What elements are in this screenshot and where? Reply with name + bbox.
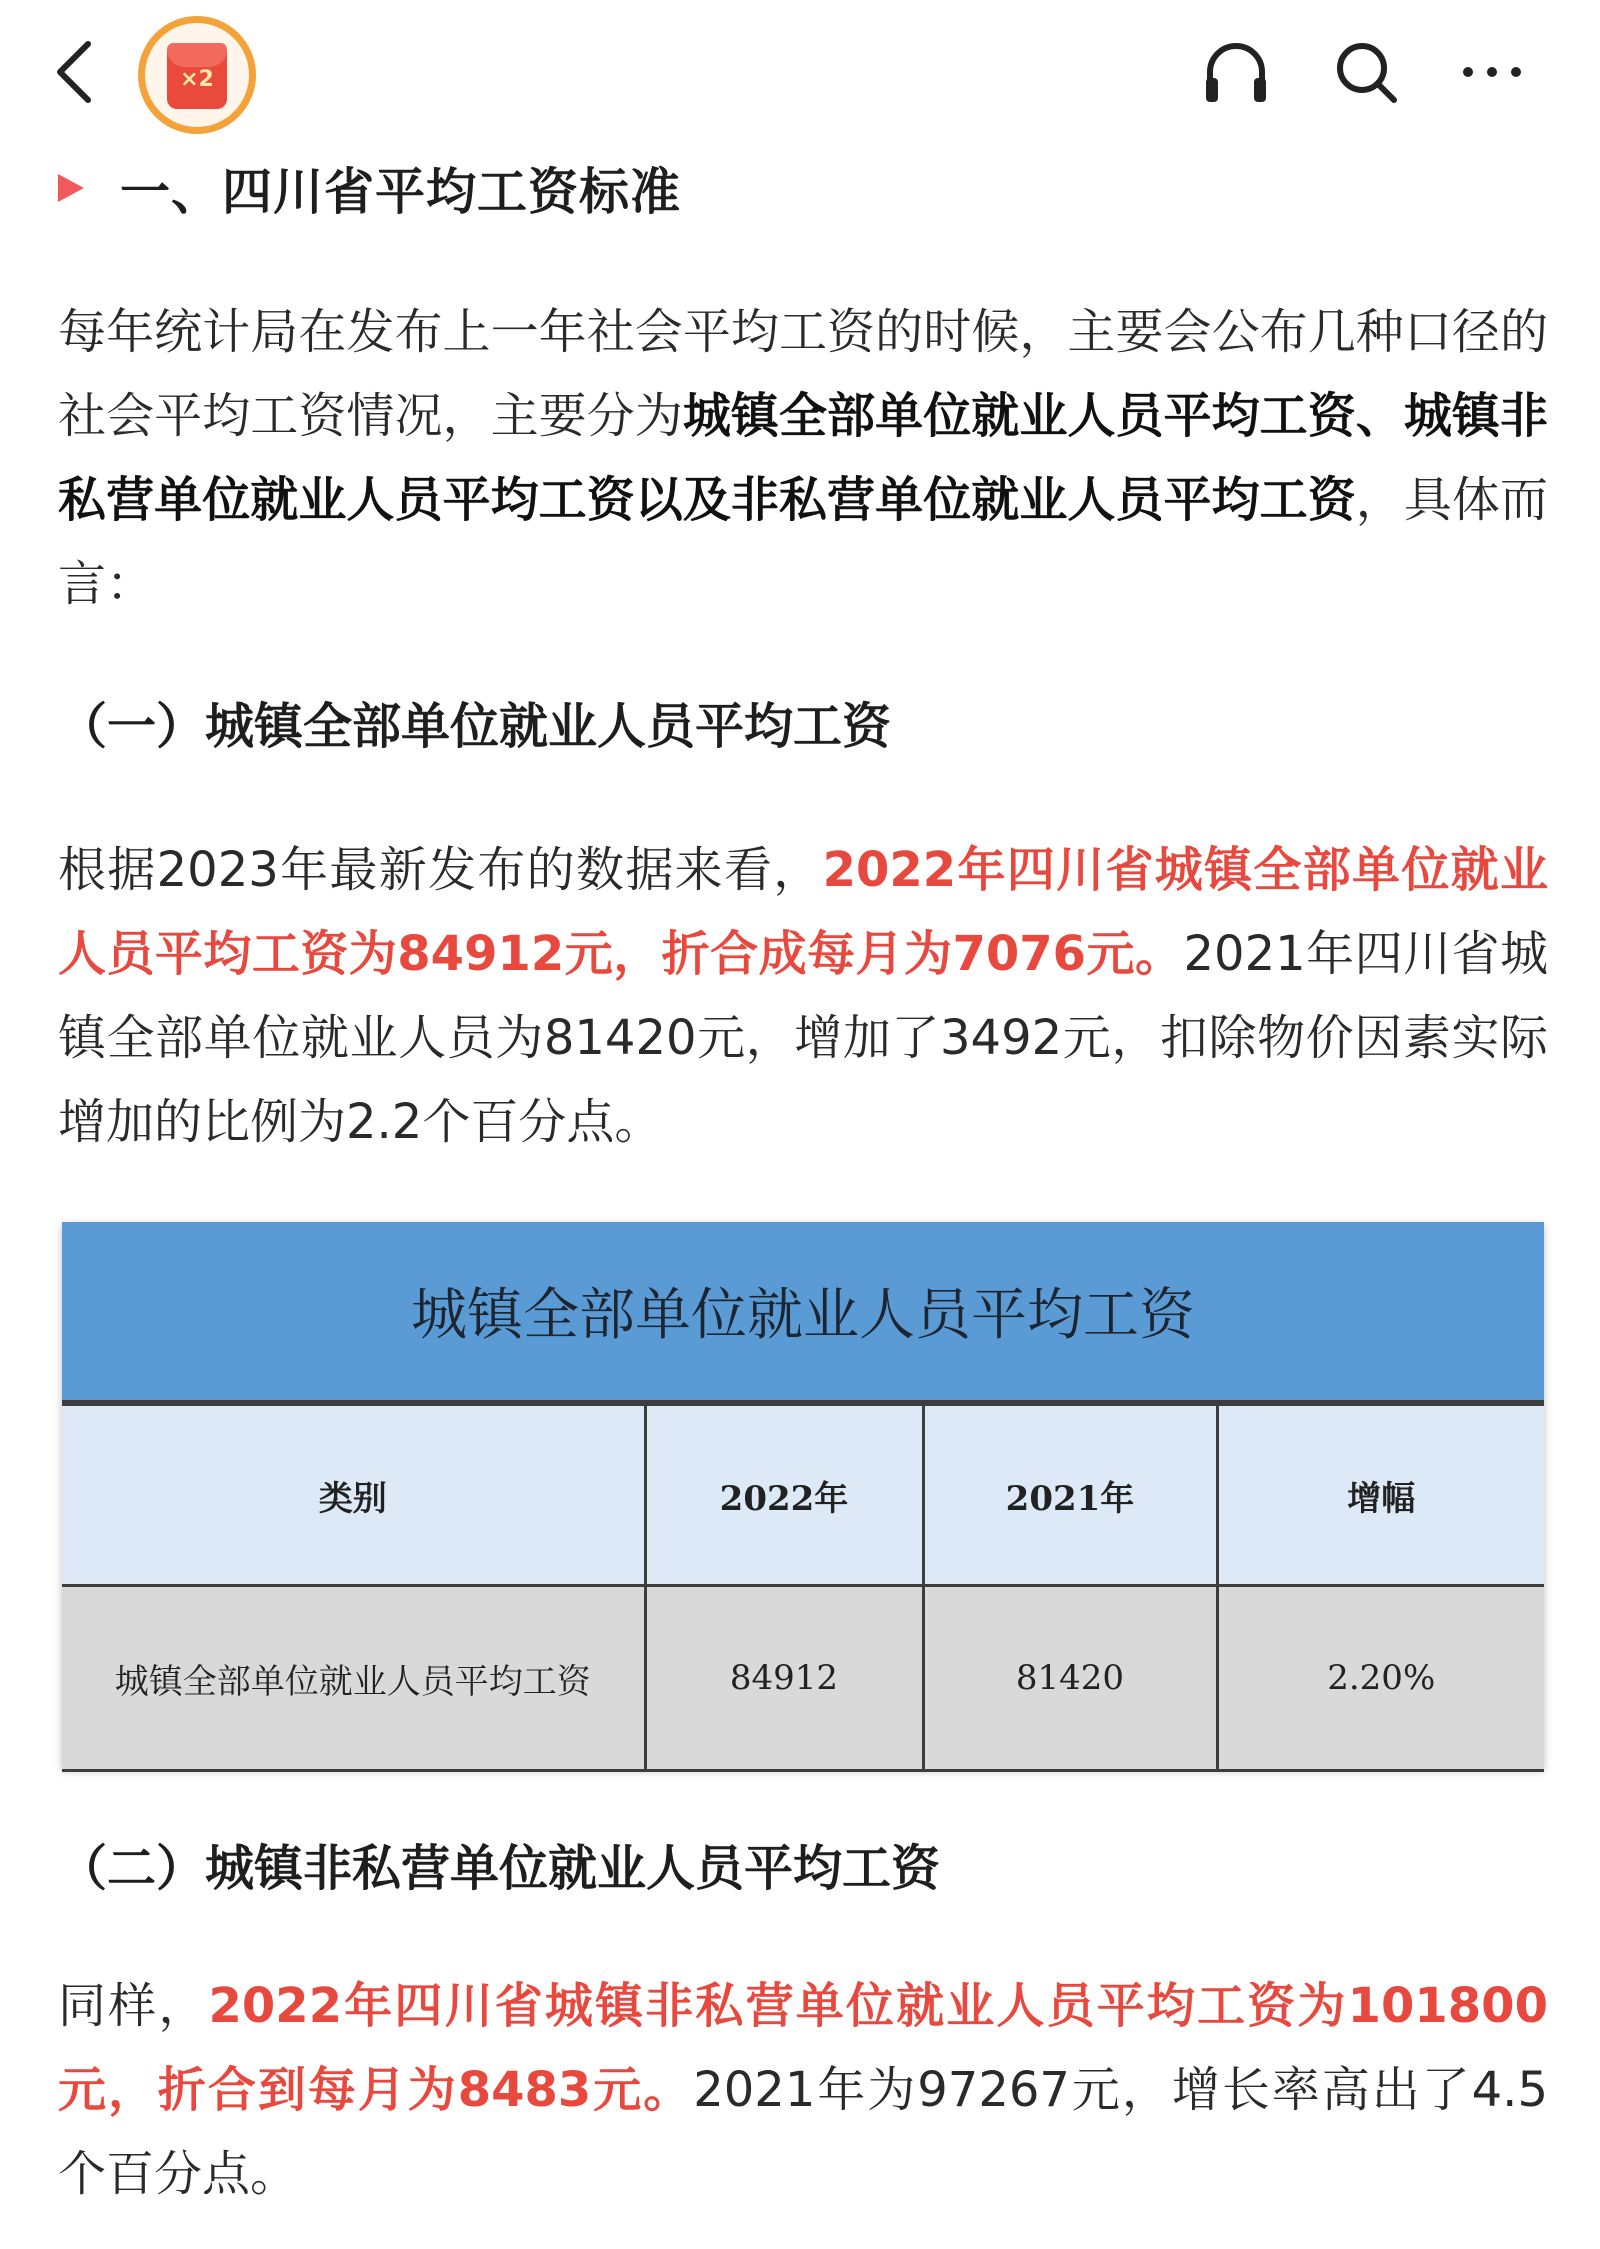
wage-table — [62, 1403, 1544, 1772]
search-icon[interactable] — [1330, 36, 1402, 108]
wage-table-image[interactable] — [62, 1222, 1544, 1768]
table-header-cell: 增幅 — [1217, 1405, 1544, 1586]
intro-bold-text: 城镇全部单位就业人员平均工资、城镇非私营单位就业人员平均工资以及非私营单位就业人员平均工资 — [58, 388, 1548, 528]
intro-text-2: ，具体而言： — [58, 472, 1548, 612]
more-icon[interactable] — [1456, 36, 1528, 108]
section-heading — [58, 148, 681, 228]
triangle-marker-icon — [58, 174, 84, 202]
headphones-icon[interactable] — [1200, 36, 1272, 108]
table-header-row — [62, 1405, 1544, 1586]
para2-highlight: 2022年四川省城镇非私营单位就业人员平均工资为101800元，折合到每月为8483元。 — [58, 1978, 1548, 2118]
table-header-cell: 2022年 — [645, 1405, 923, 1586]
paragraph-1 — [58, 828, 1548, 1164]
reward-badge[interactable] — [138, 16, 256, 134]
table-cell: 84912 — [645, 1586, 923, 1771]
table-title: 城镇全部单位就业人员平均工资 — [62, 1222, 1544, 1403]
table-row — [62, 1586, 1544, 1771]
badge-multiplier: ×2 — [180, 67, 214, 92]
top-bar — [0, 0, 1600, 150]
para1-text-2: 2021年四川省城镇全部单位就业人员为81420元，增加了3492元，扣除物价因素实际增加的比例为2.2个百分点。 — [58, 926, 1548, 1150]
para1-text-1: 根据2023年最新发布的数据来看， — [58, 842, 823, 898]
back-chevron-icon[interactable] — [52, 38, 96, 106]
para1-highlight: 2022年四川省城镇全部单位就业人员平均工资为84912元，折合成每月为7076元。 — [58, 842, 1548, 982]
section-title: 一、四川省平均工资标准 — [120, 163, 681, 221]
subheading-1: （一）城镇全部单位就业人员平均工资 — [58, 698, 892, 755]
red-envelope-icon — [167, 43, 227, 109]
table-cell: 2.20% — [1217, 1586, 1544, 1771]
para2-text-2: 2021年为97267元，增长率高出了4.5个百分点。 — [58, 2062, 1548, 2202]
subheading-2: （二）城镇非私营单位就业人员平均工资 — [58, 1840, 941, 1897]
para2-text-1: 同样， — [58, 1978, 209, 2034]
paragraph-2 — [58, 1964, 1548, 2216]
table-cell: 城镇全部单位就业人员平均工资 — [62, 1586, 645, 1771]
intro-paragraph — [58, 290, 1548, 626]
intro-text-1: 每年统计局在发布上一年社会平均工资的时候，主要会公布几种口径的社会平均工资情况，主要分为 — [58, 304, 1548, 444]
table-header-cell: 类别 — [62, 1405, 645, 1586]
table-header-cell: 2021年 — [923, 1405, 1217, 1586]
table-cell: 81420 — [923, 1586, 1217, 1771]
